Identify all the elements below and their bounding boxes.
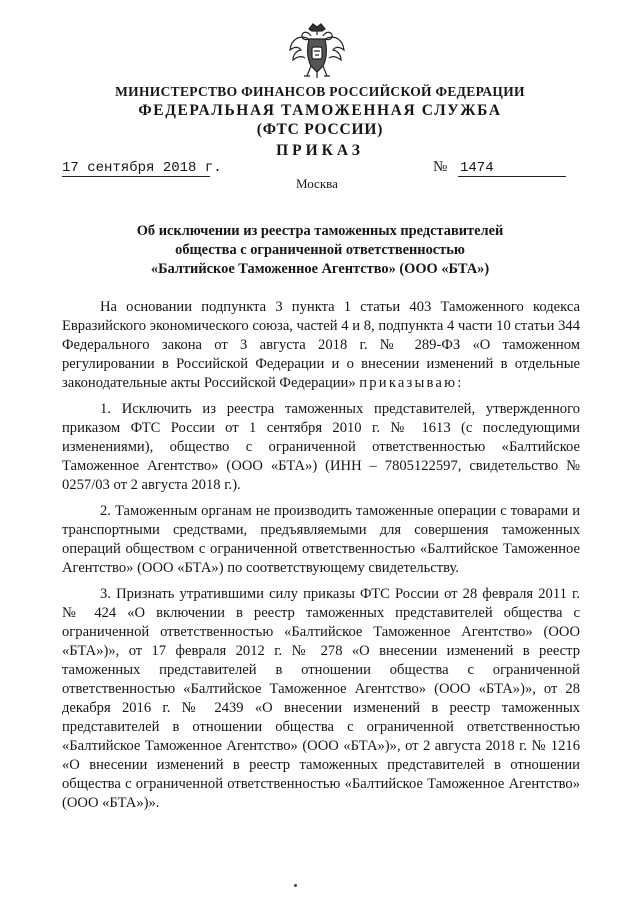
order-title-line-2: общества с ограниченной ответственностью (175, 242, 465, 258)
service-abbreviation: (ФТС РОССИИ) (256, 121, 384, 138)
order-body (62, 298, 580, 820)
city: Москва (296, 176, 338, 191)
paragraph-1: 1. Исключить из реестра таможенных представителей, утвержденного приказом ФТС России от 1 сентября 2010 г. № 1613 (с последующими изменениями), общество с ограниченной ответственностью «Балтийское Таможенное Агентство» (ООО «БТА») (ИНН – 7805122597, свидетельство № 0257/03 от 2 августа 2018 г.). (62, 401, 580, 493)
order-number: 1474 (460, 160, 494, 176)
date-underline (62, 176, 210, 177)
number-underline (458, 176, 566, 177)
double-headed-eagle-icon (287, 20, 347, 82)
preamble-text: На основании подпункта 3 пункта 1 статьи 403 Таможенного кодекса Евразийского экономического союза, частей 4 и 8, подпункта 4 части 10 статьи 344 Федерального закона от 3 августа 2018 г. № 289-ФЗ «О таможенном регулировании в Российской Федерации и о внесении изменений в отдельные законодательные акты Российской Федерации» (62, 299, 580, 391)
paragraph-3: 3. Признать утратившими силу приказы ФТС России от 28 февраля 2011 г. № 424 «О включении в реестр таможенных представителей общества с ограниченной ответственностью «Балтийское Таможенное Агентство» (ООО «БТА»)», от 17 февраля 2012 г. № 278 «О внесении изменений в реестр таможенных представителей в отношении общества с ограниченной ответственностью «Балтийское Таможенное Агентство» (ООО «БТА»)», от 28 декабря 2016 г. № 2439 «О внесении изменений в реестр таможенных представителей в отношении общества с ограниченной ответственностью «Балтийское Таможенное Агентство» (ООО «БТА»)», от 2 августа 2018 г. № 1216 «О внесении изменений в реестр таможенных представителей в отношении общества с ограниченной ответственностью «Балтийское Таможенное Агентство» (ООО «БТА»)». (62, 586, 580, 811)
service-name: ФЕДЕРАЛЬНАЯ ТАМОЖЕННАЯ СЛУЖБА (138, 102, 502, 119)
order-title-line-1: Об исключении из реестра таможенных представителей (136, 223, 504, 239)
document-type: ПРИКАЗ (276, 142, 364, 159)
paragraph-2: 2. Таможенным органам не производить таможенные операции с товарами и транспортными средствами, предъявляемыми для совершения таможенных операций обществом с ограниченной ответственностью «Балтийское Таможенное Агентство» (ООО «БТА») по соответствующему свидетельству. (62, 503, 580, 576)
order-number-label: № (433, 159, 448, 175)
scan-dot (294, 884, 297, 887)
ministry-name: МИНИСТЕРСТВО ФИНАНСОВ РОССИЙСКОЙ ФЕДЕРАЦИИ (115, 84, 525, 99)
order-title-line-3: «Балтийское Таможенное Агентство» (ООО «БТА») (150, 261, 490, 277)
preamble-paragraph (62, 298, 580, 393)
order-word: приказываю: (359, 375, 464, 391)
order-date: 17 сентября 2018 г. (62, 160, 222, 176)
